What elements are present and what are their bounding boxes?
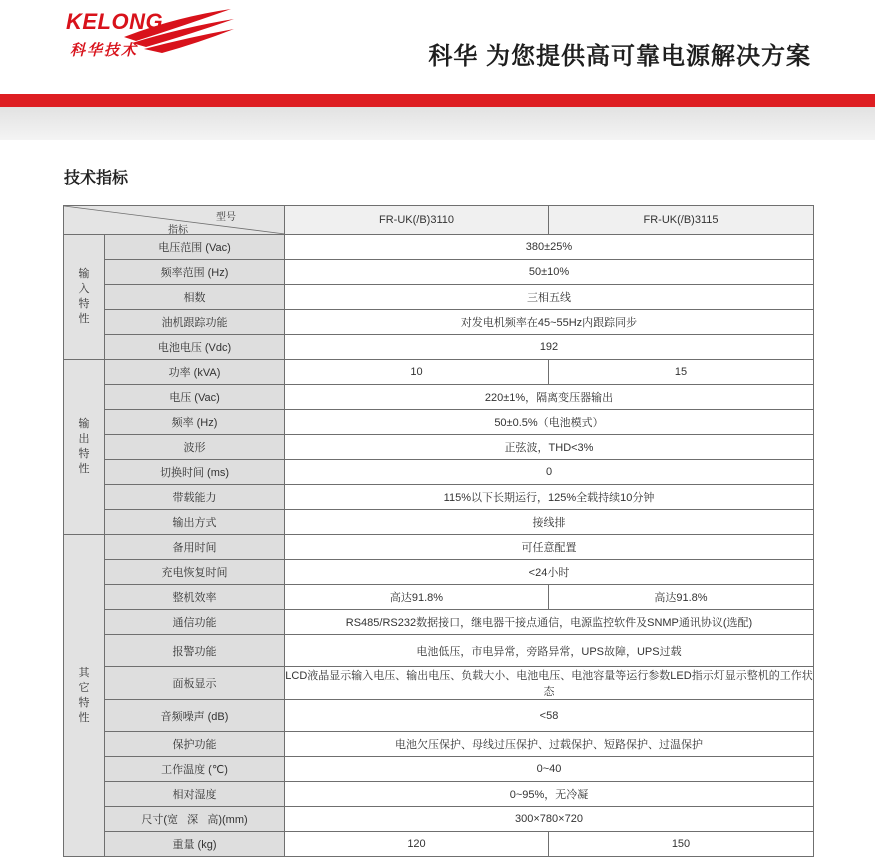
row-label: 电压范围 (Vac)	[105, 235, 285, 260]
row-value: LCD液晶显示输入电压、输出电压、负载大小、电池电压、电池容量等运行参数LED指示灯显示整机的工作状态	[285, 667, 814, 700]
row-value2: 150	[549, 832, 814, 857]
table-row	[64, 385, 814, 410]
row-value: 三相五线	[285, 285, 814, 310]
model1-header: FR-UK(/B)3110	[285, 206, 549, 235]
model-label: 型号	[216, 212, 236, 223]
table-row	[64, 335, 814, 360]
row-value: 0~40	[285, 757, 814, 782]
table-row	[64, 832, 814, 857]
row-label: 充电恢复时间	[105, 560, 285, 585]
row-label: 重量 (kg)	[105, 832, 285, 857]
table-row	[64, 485, 814, 510]
row-label: 通信功能	[105, 610, 285, 635]
row-label: 相数	[105, 285, 285, 310]
row-value: 正弦波，THD<3%	[285, 435, 814, 460]
grey-band	[0, 107, 875, 140]
slogan: 科华 为您提供高可靠电源解决方案	[428, 43, 811, 70]
row-label: 输出方式	[105, 510, 285, 535]
row-label: 工作温度 (℃)	[105, 757, 285, 782]
spec-table	[63, 205, 814, 857]
row-label: 报警功能	[105, 635, 285, 667]
diagonal-header-cell	[64, 206, 285, 235]
table-row	[64, 700, 814, 732]
row-value: 380±25%	[285, 235, 814, 260]
row-label: 带载能力	[105, 485, 285, 510]
table-row	[64, 782, 814, 807]
row-label: 相对湿度	[105, 782, 285, 807]
table-row	[64, 667, 814, 700]
row-value: 可任意配置	[285, 535, 814, 560]
row-label: 波形	[105, 435, 285, 460]
row-value: 115%以下长期运行，125%全载持续10分钟	[285, 485, 814, 510]
table-row	[64, 757, 814, 782]
section-title: 技术指标	[64, 170, 129, 187]
row-value: 192	[285, 335, 814, 360]
row-label: 备用时间	[105, 535, 285, 560]
row-label: 功率 (kVA)	[105, 360, 285, 385]
row-value2: 高达91.8%	[549, 585, 814, 610]
row-value1: 120	[285, 832, 549, 857]
table-row	[64, 460, 814, 485]
table-row	[64, 360, 814, 385]
row-label: 整机效率	[105, 585, 285, 610]
row-value: RS485/RS232数据接口，继电器干接点通信，电源监控软件及SNMP通讯协议(选配)	[285, 610, 814, 635]
row-value1: 10	[285, 360, 549, 385]
row-value1: 高达91.8%	[285, 585, 549, 610]
row-label: 音频噪声 (dB)	[105, 700, 285, 732]
table-row	[64, 510, 814, 535]
table-row	[64, 560, 814, 585]
row-value: 对发电机频率在45~55Hz内跟踪同步	[285, 310, 814, 335]
table-row	[64, 610, 814, 635]
table-row	[64, 260, 814, 285]
row-value: 0~95%，无冷凝	[285, 782, 814, 807]
table-row	[64, 732, 814, 757]
row-value: 电池低压，市电异常，旁路异常，UPS故障，UPS过载	[285, 635, 814, 667]
row-value: <58	[285, 700, 814, 732]
brand-cn-name: 科华技术	[70, 42, 139, 59]
row-value: 电池欠压保护、母线过压保护、过载保护、短路保护、过温保护	[285, 732, 814, 757]
row-label: 电池电压 (Vdc)	[105, 335, 285, 360]
row-value: 220±1%，隔离变压器输出	[285, 385, 814, 410]
index-label: 指标	[168, 225, 188, 236]
row-label: 频率 (Hz)	[105, 410, 285, 435]
group-other-label: 其 它 特 性	[64, 535, 105, 857]
table-row	[64, 635, 814, 667]
table-row	[64, 310, 814, 335]
row-label: 保护功能	[105, 732, 285, 757]
row-label: 切换时间 (ms)	[105, 460, 285, 485]
table-row	[64, 410, 814, 435]
group-input-label: 输 入 特 性	[64, 235, 105, 360]
table-header-row	[64, 206, 814, 235]
row-value: 0	[285, 460, 814, 485]
table-row	[64, 807, 814, 832]
row-value: 50±0.5%（电池模式）	[285, 410, 814, 435]
red-divider-bar	[0, 94, 875, 107]
table-row	[64, 235, 814, 260]
table-row	[64, 435, 814, 460]
row-label: 尺寸(宽 深 高)(mm)	[105, 807, 285, 832]
row-value: 50±10%	[285, 260, 814, 285]
row-label: 电压 (Vac)	[105, 385, 285, 410]
row-value: 接线排	[285, 510, 814, 535]
row-label: 面板显示	[105, 667, 285, 700]
group-output-label: 输 出 特 性	[64, 360, 105, 535]
row-value: <24小时	[285, 560, 814, 585]
table-row	[64, 285, 814, 310]
table-row	[64, 535, 814, 560]
table-row	[64, 585, 814, 610]
row-value2: 15	[549, 360, 814, 385]
brand-name: KELONG	[66, 9, 164, 34]
row-label: 频率范围 (Hz)	[105, 260, 285, 285]
row-label: 油机跟踪功能	[105, 310, 285, 335]
row-value: 300×780×720	[285, 807, 814, 832]
brand-logo	[66, 7, 236, 63]
model2-header: FR-UK(/B)3115	[549, 206, 814, 235]
